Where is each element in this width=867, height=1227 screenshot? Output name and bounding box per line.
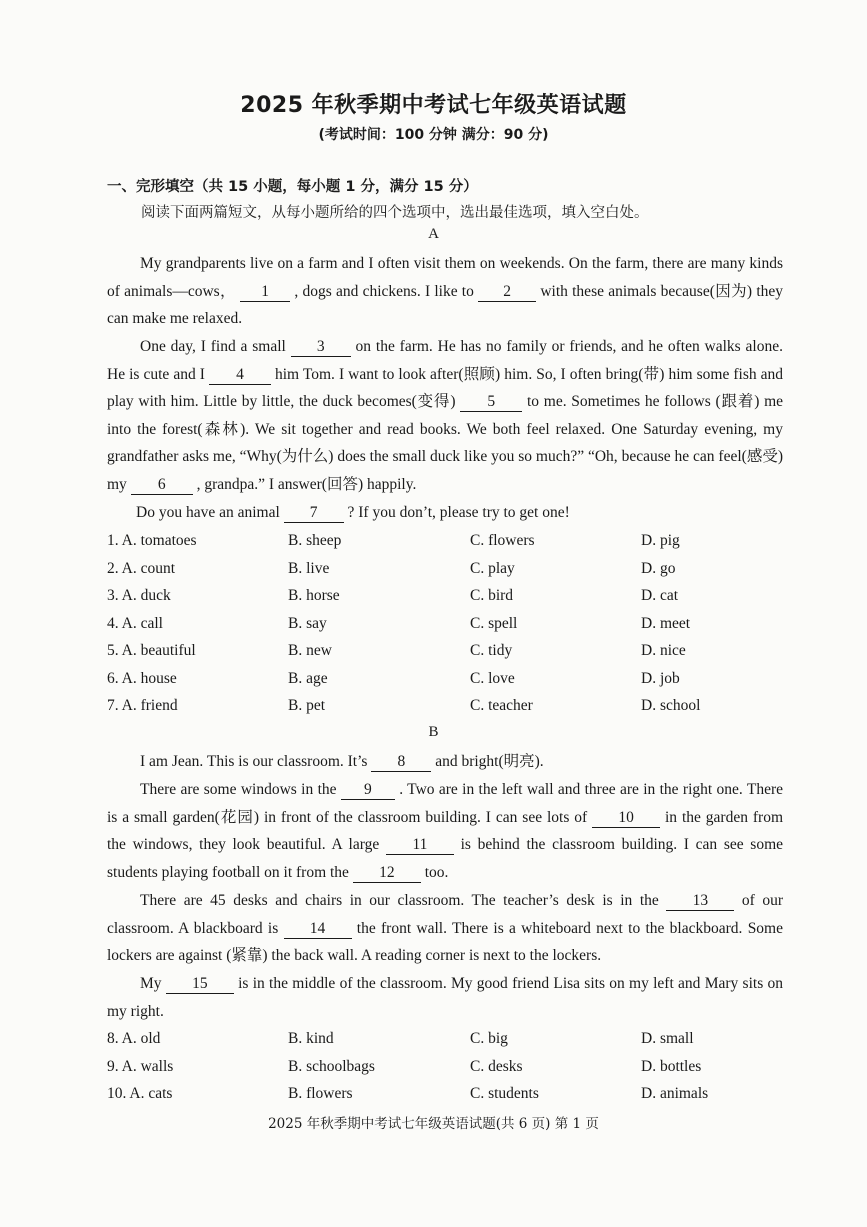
blank-7: 7	[284, 504, 344, 523]
text-span: There are some windows in the	[140, 781, 337, 798]
option-b: B. sheep	[288, 532, 342, 549]
passage-b-paragraph-4	[107, 970, 783, 1025]
exam-title: 2025 年秋季期中考试七年级英语试题	[240, 93, 627, 118]
text-span: in the garden from the windows, they look beautiful. A large	[107, 808, 783, 853]
option-row-10	[107, 1080, 787, 1108]
text-span: him Tom. I want to look after(照顾) him. So, I often bring(带) him some fish and play with him. Little by little, the duck becomes(变得)	[107, 365, 784, 410]
page-footer: 2025 年秋季期中考试七年级英语试题(共 6 页) 第 1 页	[268, 1116, 599, 1132]
option-c: C. bird	[470, 587, 514, 604]
text-span: I am Jean. This is our classroom. It’s	[140, 753, 368, 770]
passage-b-options	[107, 1025, 787, 1108]
option-d: D. pig	[641, 532, 680, 549]
exam-subtitle: (考试时间：100 分钟 满分：90 分)	[318, 127, 549, 143]
passage-b-paragraph-3	[107, 887, 783, 970]
blank-14: 14	[284, 920, 352, 939]
option-b: B. horse	[288, 587, 340, 604]
option-row-8	[107, 1025, 787, 1053]
text-span: My grandparents live on a farm and I often visit them on weekends. On the farm, there are many kinds of animals—cows，	[107, 255, 783, 300]
option-b: B. kind	[288, 1030, 334, 1047]
option-c: C. students	[470, 1085, 539, 1102]
option-a: 5. A. beautiful	[107, 642, 196, 659]
option-row-7	[107, 692, 787, 720]
option-c: C. teacher	[470, 697, 533, 714]
option-b: B. say	[288, 614, 327, 632]
option-d: D. small	[641, 1030, 694, 1047]
text-span: There are 45 desks and chairs in our classroom. The teacher’s desk is in the	[140, 892, 659, 909]
option-a: 9. A. walls	[107, 1057, 174, 1075]
section-instruction: 阅读下面两篇短文，从每小题所给的四个选项中，选出最佳选项，填入空白处。	[141, 205, 649, 221]
option-b: B. new	[288, 642, 332, 659]
passage-a-paragraph-3	[136, 499, 796, 527]
blank-2: 2	[478, 283, 536, 302]
option-b: B. flowers	[288, 1085, 353, 1102]
option-d: D. go	[641, 559, 676, 577]
blank-3: 3	[291, 338, 351, 357]
option-a: 10. A. cats	[107, 1085, 173, 1102]
passage-b-paragraph-1	[107, 748, 783, 776]
text-span: on the farm. He has no family or friends, and he often walks alone. He is cute and I	[107, 338, 783, 383]
blank-1: 1	[240, 283, 290, 302]
passage-a-label: A	[428, 226, 439, 242]
section-heading: 一、完形填空（共 15 小题，每小题 1 分，满分 15 分）	[107, 179, 478, 195]
option-a: 1. A. tomatoes	[107, 532, 197, 549]
option-b: B. pet	[288, 697, 326, 714]
option-c: C. play	[470, 559, 515, 577]
text-span: , grandpa.” I answer(回答) happily.	[196, 475, 417, 493]
option-c: C. love	[470, 669, 515, 687]
text-span: to me. Sometimes he follows (跟着) me into the forest(森林). We sit together and read books. We both feel relaxed. One Saturday evening, my grandfather asks me, “Why(为什么) does the small duck like you so much?” “Oh, because he can feel(感受) my	[107, 393, 784, 493]
option-row-4	[107, 610, 787, 638]
option-a: 4. A. call	[107, 614, 163, 632]
text-span: is behind the classroom building. I can see some students playing football on it from the	[107, 836, 784, 881]
passage-a-paragraph-1	[107, 250, 783, 333]
text-span: My	[140, 975, 162, 992]
option-a: 7. A. friend	[107, 697, 178, 714]
text-span: is in the middle of the classroom. My good friend Lisa sits on my left and Mary sits on my right.	[107, 975, 784, 1020]
passage-b-paragraph-2	[107, 776, 783, 886]
option-row-3	[107, 582, 787, 610]
option-d: D. animals	[641, 1085, 709, 1102]
option-row-9	[107, 1053, 787, 1081]
blank-9: 9	[341, 781, 395, 800]
option-d: D. bottles	[641, 1057, 702, 1075]
text-span: Do you have an animal	[136, 504, 280, 521]
text-span: One day, I find a small	[140, 338, 286, 355]
passage-a-paragraph-2	[107, 333, 783, 498]
option-a: 8. A. old	[107, 1030, 161, 1047]
option-d: D. nice	[641, 642, 686, 659]
text-span: ? If you don’t, please try to get one!	[347, 504, 570, 521]
option-c: C. spell	[470, 614, 518, 632]
blank-6: 6	[131, 476, 193, 495]
passage-b-label: B	[428, 724, 439, 740]
option-c: C. flowers	[470, 532, 535, 549]
option-a: 3. A. duck	[107, 587, 171, 604]
blank-13: 13	[666, 892, 734, 911]
text-span: and bright(明亮).	[435, 753, 544, 770]
passage-a-options	[107, 527, 787, 720]
option-row-6	[107, 665, 787, 693]
text-span: . Two are in the left wall and three are in the right one. There is a small garden(花园) in front of the classroom building. I can see lots of	[107, 781, 784, 826]
text-span: too.	[424, 863, 449, 881]
option-row-2	[107, 555, 787, 583]
option-c: C. desks	[470, 1057, 523, 1075]
blank-8: 8	[371, 753, 431, 772]
option-row-1	[107, 527, 787, 555]
option-d: D. cat	[641, 587, 679, 604]
blank-5: 5	[460, 393, 522, 412]
option-b: B. schoolbags	[288, 1057, 375, 1075]
option-b: B. age	[288, 669, 328, 687]
option-row-5	[107, 637, 787, 665]
blank-15: 15	[166, 975, 234, 994]
option-a: 6. A. house	[107, 669, 177, 687]
option-d: D. job	[641, 669, 680, 687]
blank-12: 12	[353, 864, 421, 883]
text-span: with these animals because(因为) they can make me relaxed.	[107, 282, 784, 327]
text-span: , dogs and chickens. I like to	[294, 282, 474, 300]
text-span: of our classroom. A blackboard is	[107, 892, 784, 937]
blank-4: 4	[209, 366, 271, 385]
option-b: B. live	[288, 559, 330, 577]
blank-10: 10	[592, 809, 660, 828]
text-span: the front wall. There is a whiteboard next to the blackboard. Some lockers are against (紧靠) the back wall. A reading corner is next to the lockers.	[107, 919, 783, 964]
option-d: D. meet	[641, 614, 691, 632]
option-c: C. big	[470, 1030, 508, 1047]
option-d: D. school	[641, 697, 701, 714]
blank-11: 11	[386, 836, 454, 855]
option-c: C. tidy	[470, 642, 513, 659]
option-a: 2. A. count	[107, 559, 176, 577]
